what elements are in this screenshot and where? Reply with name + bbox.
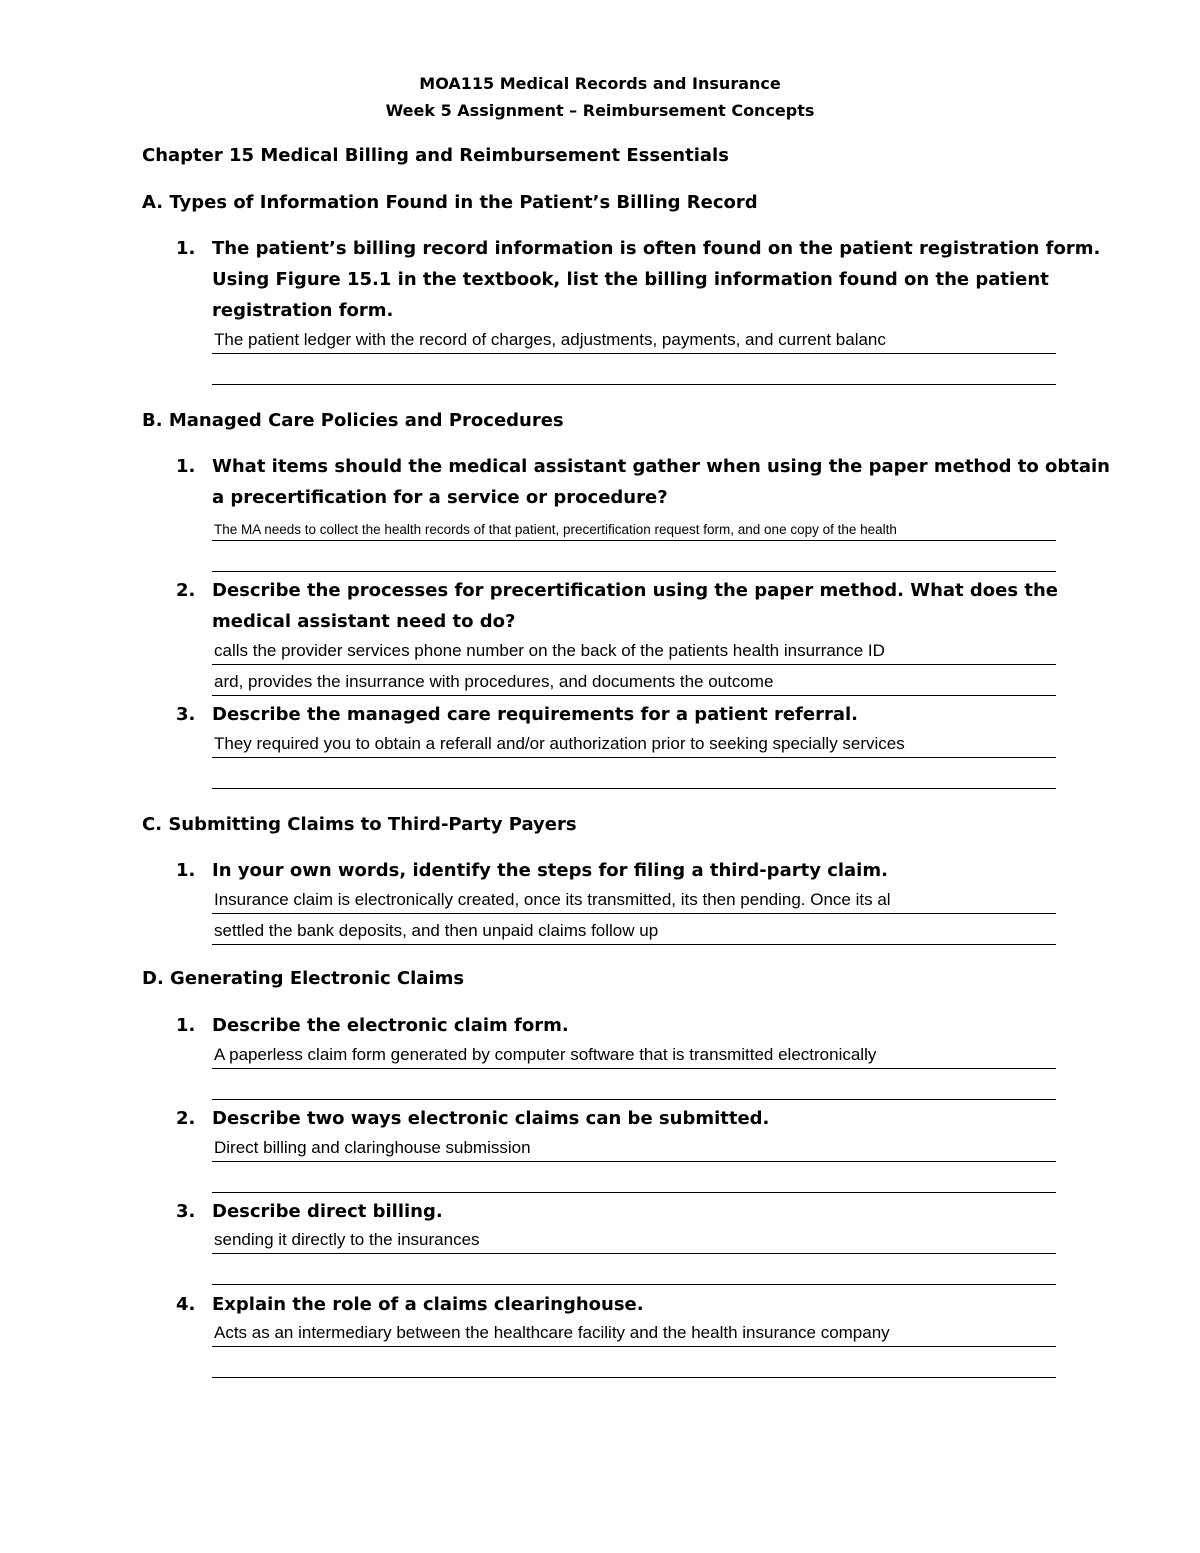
question-text: Describe two ways electronic claims can be submitted. (212, 1108, 770, 1129)
question-number: 3. (176, 1201, 196, 1222)
section-a-heading: A. Types of Information Found in the Patient’s Billing Record (142, 192, 758, 213)
answer-text: Insurance claim is electronically created, once its transmitted, its then pending. Once its al (214, 890, 891, 909)
answer-text: The MA needs to collect the health records of that patient, precertification request form, and one copy of the health (214, 522, 897, 537)
assignment-title: Week 5 Assignment – Reimbursement Concepts (385, 101, 815, 120)
question-number: 4. (176, 1294, 196, 1315)
answer-text: settled the bank deposits, and then unpaid claims follow up (214, 921, 659, 940)
answer-line[interactable] (212, 888, 1056, 914)
question-number: 1. (176, 238, 196, 259)
answer-line[interactable] (212, 1074, 1056, 1100)
question-text: registration form. (212, 300, 394, 321)
answer-line[interactable] (212, 1136, 1056, 1162)
answer-line[interactable] (212, 1043, 1056, 1069)
answer-text: Direct billing and claringhouse submission (214, 1138, 531, 1157)
answer-line[interactable] (212, 546, 1056, 572)
question-text: Explain the role of a claims clearinghouse. (212, 1294, 644, 1315)
question-text: What items should the medical assistant gather when using the paper method to obtain (212, 456, 1110, 477)
question-text: Describe direct billing. (212, 1201, 443, 1222)
question-number: 3. (176, 704, 196, 725)
answer-line[interactable] (212, 1228, 1056, 1254)
question-text: In your own words, identify the steps for filing a third-party claim. (212, 860, 888, 881)
question-text: Using Figure 15.1 in the textbook, list the billing information found on the patient (212, 269, 1049, 290)
question-number: 1. (176, 860, 196, 881)
question-number: 2. (176, 1108, 196, 1129)
answer-text: They required you to obtain a referall and/or authorization prior to seeking specially services (214, 734, 905, 753)
answer-line[interactable] (212, 328, 1056, 354)
answer-line[interactable] (212, 732, 1056, 758)
answer-text: Acts as an intermediary between the healthcare facility and the health insurance company (214, 1323, 890, 1342)
question-text: Describe the processes for precertification using the paper method. What does the (212, 580, 1058, 601)
answer-line[interactable] (212, 1321, 1056, 1347)
section-b-heading: B. Managed Care Policies and Procedures (142, 410, 564, 431)
answer-line[interactable] (212, 1167, 1056, 1193)
question-text: medical assistant need to do? (212, 611, 516, 632)
chapter-heading: Chapter 15 Medical Billing and Reimbursement Essentials (142, 145, 729, 166)
answer-text: A paperless claim form generated by computer software that is transmitted electronically (214, 1045, 877, 1064)
question-number: 1. (176, 1015, 196, 1036)
section-d-heading: D. Generating Electronic Claims (142, 968, 465, 989)
question-number: 2. (176, 580, 196, 601)
question-number: 1. (176, 456, 196, 477)
answer-text: sending it directly to the insurances (214, 1230, 480, 1249)
answer-line[interactable] (212, 763, 1056, 789)
question-text: The patient’s billing record information is often found on the patient registration form. (212, 238, 1101, 259)
question-text: a precertification for a service or procedure? (212, 487, 668, 508)
answer-text: ard, provides the insurrance with procedures, and documents the outcome (214, 672, 774, 691)
answer-line[interactable] (212, 515, 1056, 541)
answer-line[interactable] (212, 639, 1056, 665)
course-title: MOA115 Medical Records and Insurance (419, 74, 781, 93)
answer-line[interactable] (212, 359, 1056, 385)
answer-line[interactable] (212, 919, 1056, 945)
answer-line[interactable] (212, 1259, 1056, 1285)
question-text: Describe the electronic claim form. (212, 1015, 569, 1036)
section-c-heading: C. Submitting Claims to Third-Party Payers (142, 814, 577, 835)
answer-line[interactable] (212, 1352, 1056, 1378)
answer-text: The patient ledger with the record of charges, adjustments, payments, and current balanc (214, 330, 886, 349)
answer-line[interactable] (212, 670, 1056, 696)
answer-text: calls the provider services phone number on the back of the patients health insurrance ID (214, 641, 885, 660)
question-text: Describe the managed care requirements for a patient referral. (212, 704, 858, 725)
